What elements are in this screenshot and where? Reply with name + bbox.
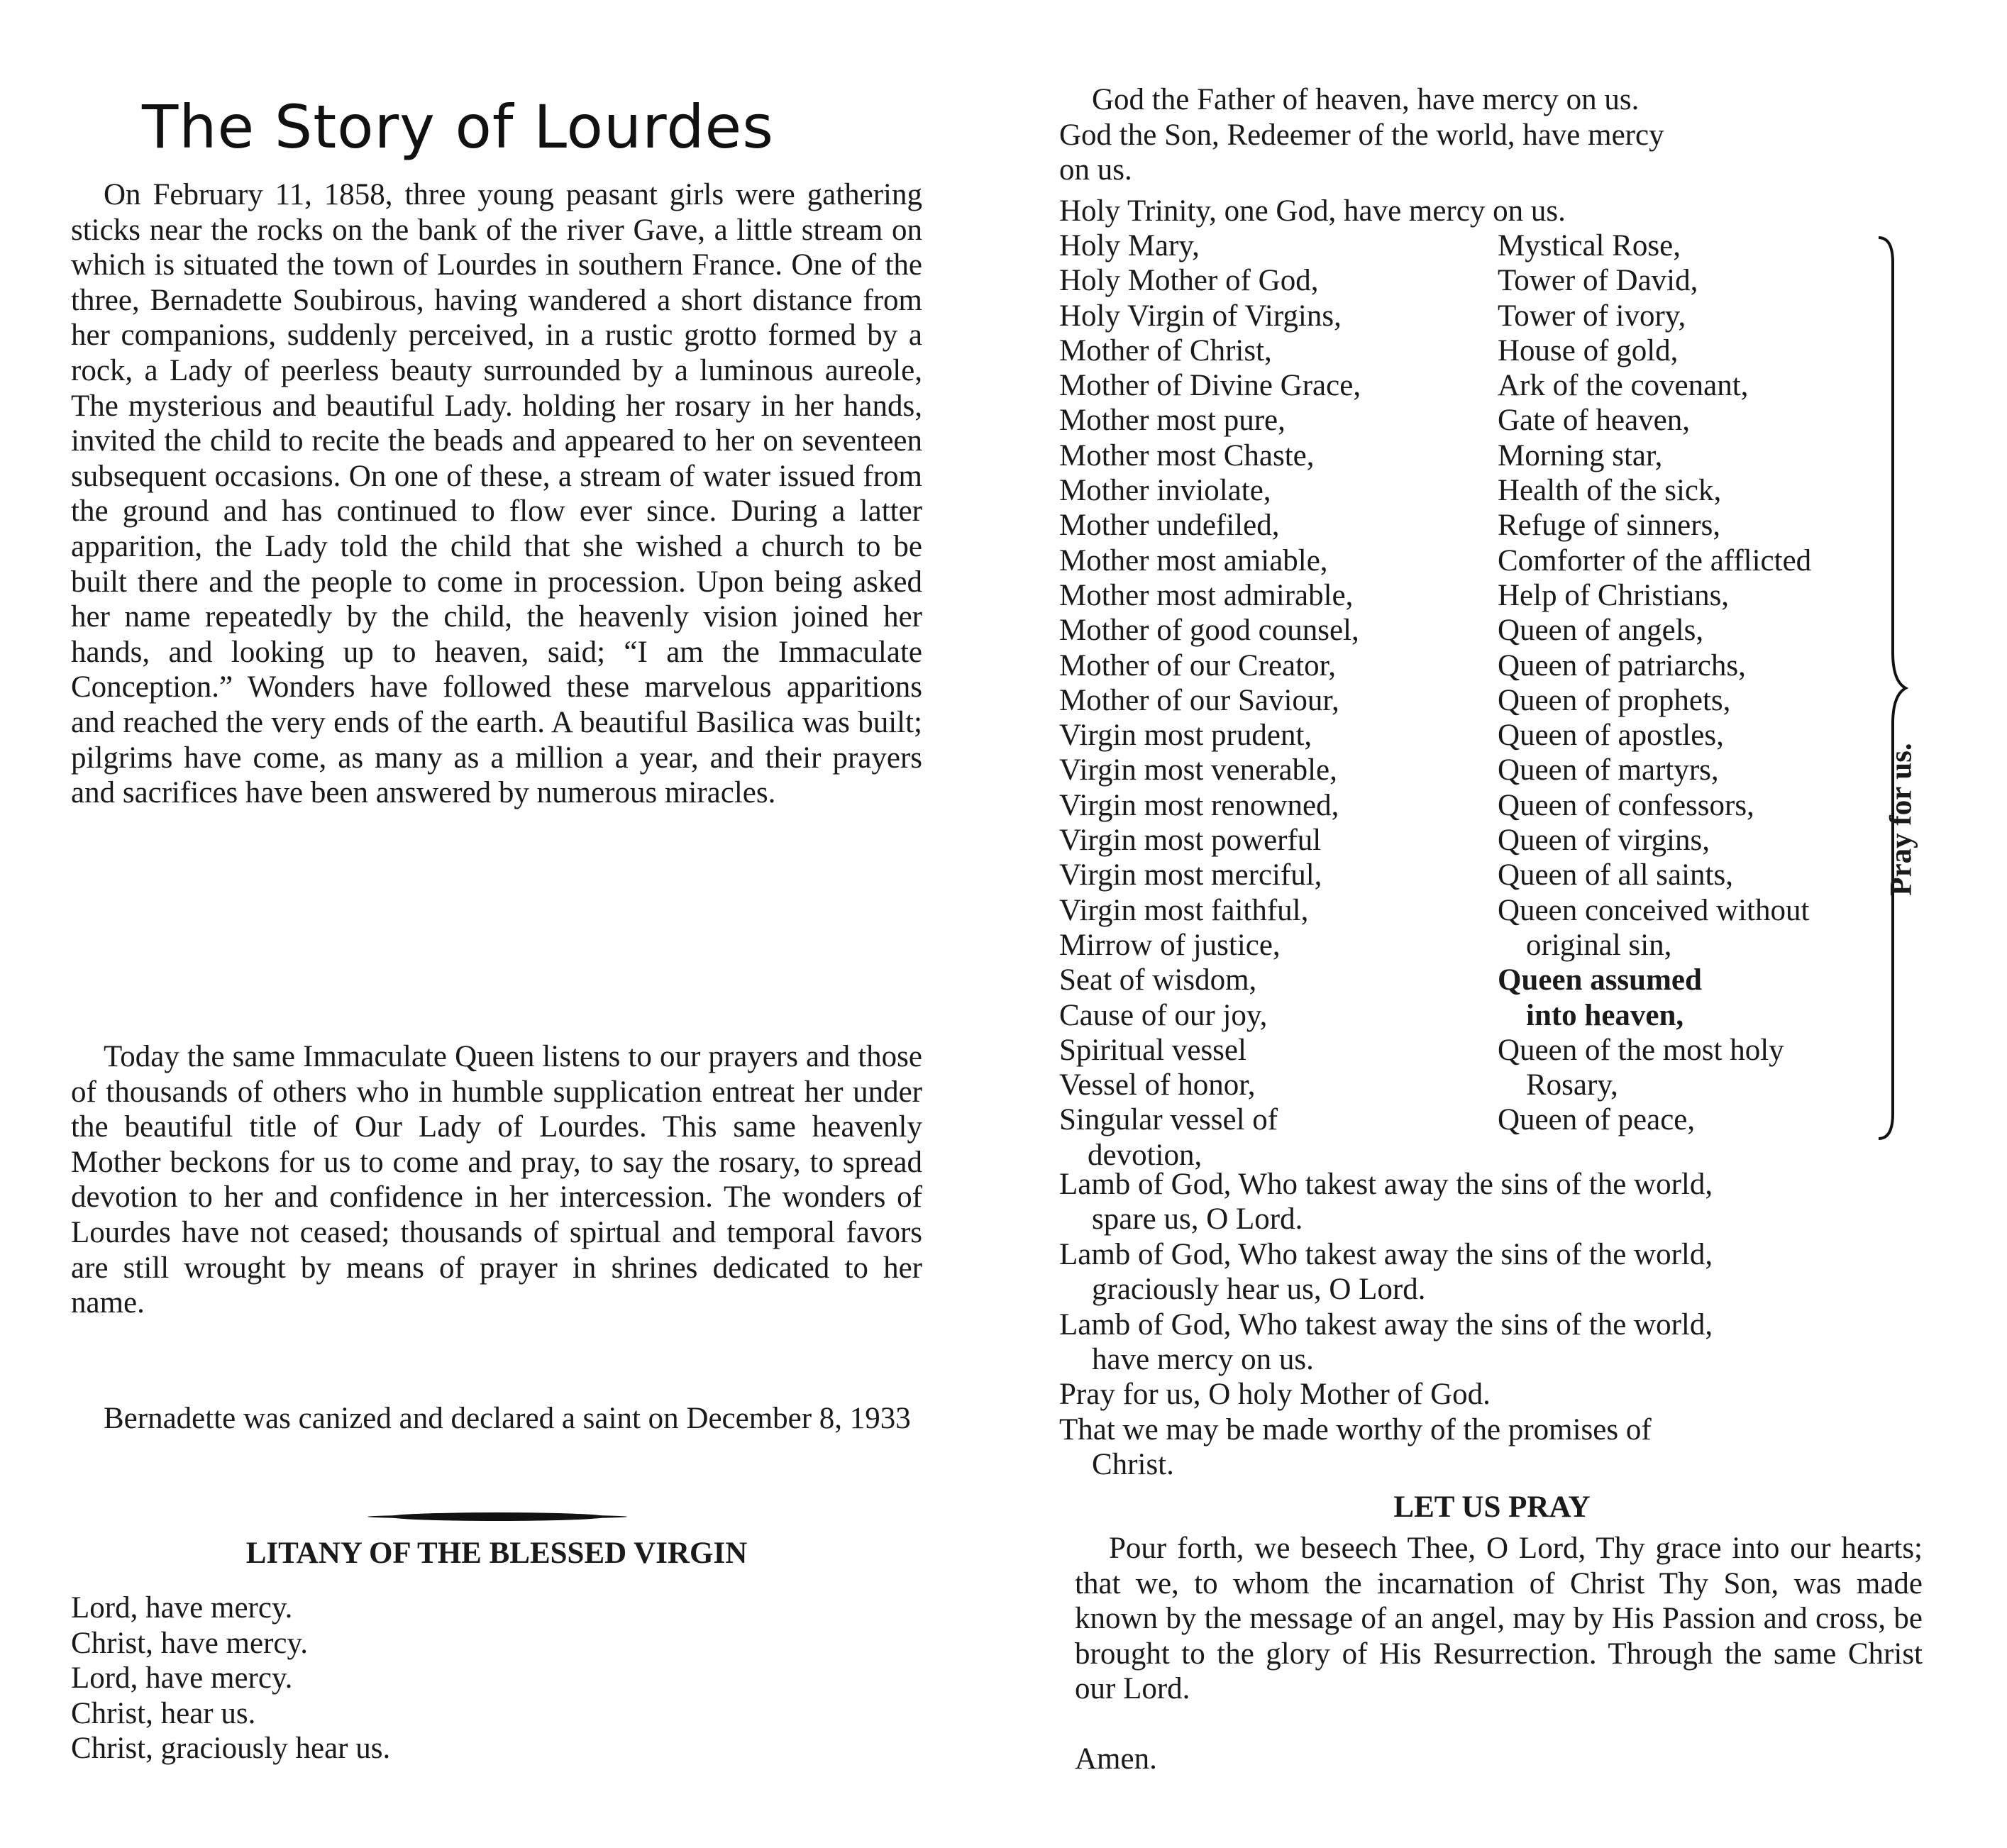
litany-heading: LITANY OF THE BLESSED VIRGIN [245, 1537, 748, 1570]
closing-line-continued: spare us, O Lord. [1092, 1202, 1303, 1236]
litany-row [1059, 788, 1952, 823]
litany-titles [1059, 228, 1952, 1173]
petition-line: God the Son, Redeemer of the world, have mercy [1059, 118, 1664, 152]
section-divider [367, 1515, 627, 1519]
title-right: into heaven, [1526, 998, 1684, 1032]
litany-row [1059, 578, 1952, 613]
closing-line: Pray for us, O holy Mother of God. [1059, 1378, 1491, 1412]
title-left: Virgin most prudent, [1059, 719, 1312, 753]
title-left: Mother of our Creator, [1059, 648, 1336, 682]
title-left: Mother most admirable, [1059, 578, 1354, 612]
petition-line: on us. [1059, 153, 1132, 187]
litany-row [1059, 438, 1952, 473]
title-right: Morning star, [1498, 438, 1663, 472]
title-right: Health of the sick, [1498, 474, 1722, 508]
title-right: Refuge of sinners, [1498, 509, 1721, 543]
title-right: Comforter of the afflicted [1498, 543, 1812, 577]
closing-line-continued: have mercy on us. [1092, 1343, 1314, 1377]
title-left: Virgin most venerable, [1059, 753, 1337, 787]
closing-petitions [1059, 1167, 1925, 1483]
litany-row [1059, 648, 1952, 683]
litany-row [1059, 299, 1952, 333]
invocation-line: Christ, graciously hear us. [71, 1732, 391, 1766]
story-paragraph-1 [71, 177, 922, 811]
title-right: Queen of prophets, [1498, 683, 1731, 717]
title-left: Holy Virgin of Virgins, [1059, 299, 1342, 333]
title-right: Gate of heaven, [1498, 404, 1690, 438]
invocation-line: Christ, hear us. [71, 1696, 256, 1730]
invocation-line: Lord, have mercy. [71, 1661, 293, 1695]
litany-row [1059, 858, 1952, 892]
title-left: Singular vessel of [1059, 1103, 1278, 1137]
litany-row [1059, 998, 1952, 1033]
title-right: Queen of peace, [1498, 1103, 1696, 1137]
litany-row [1059, 368, 1952, 403]
title-right: Queen assumed [1498, 963, 1702, 997]
title-right: Queen of the most holy [1498, 1033, 1784, 1067]
title-left: Spiritual vessel [1059, 1033, 1246, 1067]
title-left: Mother undefiled, [1059, 509, 1280, 543]
title-left: Virgin most merciful, [1059, 858, 1322, 892]
page-title: The Story of Lourdes [142, 92, 774, 162]
invocation-line: Christ, have mercy. [71, 1626, 308, 1660]
closing-line: Lamb of God, Who takest away the sins of the world, [1059, 1168, 1713, 1201]
amen: Amen. [1075, 1742, 1157, 1776]
title-right: Mystical Rose, [1498, 229, 1681, 262]
title-left: Mother of Divine Grace, [1059, 369, 1361, 403]
title-right: Queen of angels, [1498, 614, 1704, 648]
closing-line-continued: Christ. [1092, 1448, 1174, 1482]
story-text: On February 11, 1858, three young peasant girls were gathering sticks near the rocks on the bank of the river Gave, a little stream on which is situated the town of Lourdes in southern France. One of the three, Bernadette Soubirous, having wandered a short distance from her companions, suddenly perceived, in a rustic grotto formed by a rock, a Lady of peerless beauty surrounded by a luminous aureole, The mysterious and beautiful Lady. holding her rosary in her hands, invited the child to recite the beads and appeared to her on seventeen subsequent occasions. On one of these, a stream of water issued from the ground and has continued to flow ever since. During a latter apparition, the Lady told the child that she wished a church to be built there and the people to come in procession. Upon being asked her name repeatedly by the child, the heavenly vision joined her hands, and looking up to heaven, said; “I am the Immaculate Conception.” Wonders have followed these marvelous apparitions and reached the very ends of the earth. A beautiful Basilica was built; pilgrims have come, as many as a million a year, and their prayers and sacrifices have been answered by numerous miracles. [71, 178, 922, 810]
story-text: Bernadette was canized and declared a saint on December 8, 1933 [104, 1402, 911, 1435]
title-left: Mother inviolate, [1059, 474, 1271, 508]
title-left: Virgin most faithful, [1059, 893, 1309, 927]
title-right: Help of Christians, [1498, 578, 1730, 612]
title-left: Mother of good counsel, [1059, 614, 1359, 648]
title-right: Queen of martyrs, [1498, 753, 1719, 787]
title-right: Queen of all saints, [1498, 858, 1733, 892]
title-left: Mother of Christ, [1059, 333, 1272, 367]
litany-row [1059, 228, 1952, 263]
title-right: Ark of the covenant, [1498, 369, 1749, 403]
litany-row [1059, 683, 1952, 718]
title-left: Mother most Chaste, [1059, 438, 1315, 472]
title-left: Mirrow of justice, [1059, 928, 1281, 962]
trinity-petition: Holy Trinity, one God, have mercy on us. [1059, 194, 1566, 228]
litany-row [1059, 1102, 1952, 1137]
prayer-text: Pour forth, we beseech Thee, O Lord, Thy grace into our hearts; that we, to whom the incarnation of Christ Thy Son, was made known by the message of an angel, may by His Passion and cross, be brought to the glory of His Resurrection. Through the same Christ our Lord. [1075, 1532, 1923, 1705]
litany-row [1059, 473, 1952, 508]
title-right: Queen conceived without [1498, 893, 1810, 927]
title-right: Queen of confessors, [1498, 788, 1754, 822]
litany-row [1059, 718, 1952, 753]
closing-line: Lamb of God, Who takest away the sins of the world, [1059, 1307, 1713, 1341]
opening-invocations [71, 1590, 390, 1766]
litany-row [1059, 263, 1952, 298]
title-left: devotion, [1088, 1138, 1202, 1172]
title-left: Virgin most renowned, [1059, 788, 1339, 822]
title-left: Mother most amiable, [1059, 543, 1328, 577]
closing-prayer [1075, 1531, 1923, 1707]
story-paragraph-3 [71, 1401, 922, 1437]
title-right: Tower of ivory, [1498, 299, 1686, 333]
litany-row [1059, 823, 1952, 858]
litany-row [1059, 1068, 1952, 1102]
title-right: Queen of virgins, [1498, 824, 1710, 858]
title-left: Seat of wisdom, [1059, 963, 1257, 997]
title-right: Tower of David, [1498, 264, 1698, 298]
brace-icon [1873, 234, 1908, 1142]
title-left: Mother most pure, [1059, 404, 1286, 438]
titles-table [1059, 228, 1952, 1173]
opening-petitions [1059, 82, 1925, 188]
petition-line: God the Father of heaven, have mercy on us. [1092, 83, 1640, 116]
litany-row [1059, 613, 1952, 648]
litany-row [1059, 928, 1952, 963]
title-right: Rosary, [1526, 1068, 1618, 1102]
story-text: Today the same Immaculate Queen listens to our prayers and those of thousands of others who in humble supplication entreat her under the beautiful title of Our Lady of Lourdes. This same heavenly Mother beckons for us to come and pray, to say the rosary, to spread devotion to her and confidence in her intercession. The wonders of Lourdes have not ceased; thousands of spirtual and temporal favors are still wrought by means of prayer in shrines dedicated to her name. [71, 1040, 922, 1320]
title-left: Holy Mary, [1059, 229, 1200, 262]
invocation-line: Lord, have mercy. [71, 1591, 293, 1625]
title-left: Virgin most powerful [1059, 824, 1322, 858]
title-right: Queen of apostles, [1498, 719, 1724, 753]
litany-row [1059, 403, 1952, 438]
litany-row [1059, 753, 1952, 787]
closing-line: Lamb of God, Who takest away the sins of the world, [1059, 1237, 1713, 1271]
title-right: Queen of patriarchs, [1498, 648, 1746, 682]
let-us-pray-heading: LET US PRAY [1393, 1490, 1591, 1524]
title-left: Cause of our joy, [1059, 998, 1268, 1032]
closing-line: That we may be made worthy of the promises of [1059, 1412, 1652, 1446]
litany-row [1059, 893, 1952, 928]
title-left: Holy Mother of God, [1059, 264, 1319, 298]
litany-row [1059, 543, 1952, 578]
pray-for-us-response: Pray for us. [1884, 743, 1918, 896]
closing-line-continued: graciously hear us, O Lord. [1092, 1273, 1426, 1307]
title-right: original sin, [1526, 928, 1672, 962]
title-left: Vessel of honor, [1059, 1068, 1256, 1102]
litany-row [1059, 333, 1952, 368]
story-paragraph-2 [71, 1039, 922, 1321]
title-left: Mother of our Saviour, [1059, 683, 1339, 717]
litany-row [1059, 508, 1952, 543]
title-right: House of gold, [1498, 333, 1679, 367]
litany-row [1059, 1033, 1952, 1068]
litany-row [1059, 963, 1952, 997]
